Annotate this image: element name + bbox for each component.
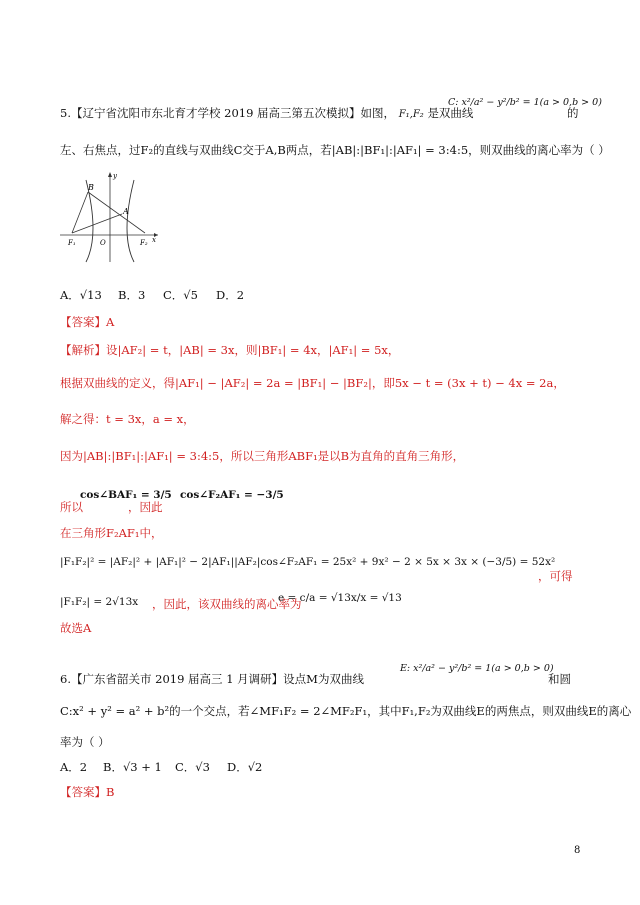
analysis-line8b: ，因此，该双曲线的离心率为 [152,597,302,611]
analysis-cos-baf1: cos∠BAF₁ = 3/5 [80,489,172,501]
q5-curve-equation: C: x²/a² − y²/b² = 1(a > 0,b > 0) [448,97,602,108]
q6-choice-d: D．√2 [227,760,263,774]
q5-hyperbola-graph [60,170,160,265]
analysis-kede: ，可得 [538,569,573,583]
analysis-line3: 解之得：t = 3x，a = x， [60,412,195,426]
label-A: A [123,207,129,216]
label-F2: F₂ [140,239,148,247]
q5-choice-d: D．2 [216,288,245,302]
analysis-line1: 【解析】设|AF₂| = t，|AB| = 3x，则|BF₁| = 4x，|AF₁| = 5x， [60,343,400,357]
analysis-line2: 根据双曲线的定义，得|AF₁| − |AF₂| = 2a = |BF₁| − |BF₂|，即5x − t = (3x + t) − 4x = 2a， [60,376,565,390]
q6-choice-b: B．√3 + 1 [103,760,162,774]
q6-stem-line2: C:x² + y² = a² + b²的一个交点，若∠MF₁F₂ = 2∠MF₂F₁，其中F₁,F₂为双曲线E的两焦点，则双曲线E的离心 [60,704,632,718]
q5-is-hyperbola: 是双曲线 [427,106,474,120]
label-F1: F₁ [68,239,76,247]
y-axis-arrow [108,172,112,177]
analysis-f1f2: |F₁F₂| = 2√13x [60,596,139,608]
q5-foci: F₁,F₂ [398,109,424,120]
line-F1B [72,192,88,233]
analysis-eccentricity: e = c/a = √13x/x = √13 [278,592,402,604]
hyperbola-left-branch [86,180,93,262]
line-BF2 [88,192,145,233]
q5-stem-line2: 左、右焦点，过F₂的直线与双曲线C交于A,B两点，若|AB|:|BF₁|:|AF₁| = 3:4:5，则双曲线的离心率为（ ） [60,143,610,157]
analysis-yinci: ，因此 [128,500,163,514]
line-F1A [72,214,122,233]
q6-stem-line1: 6.【广东省韶关市 2019 届高三 1 月调研】设点M为双曲线 [60,672,364,686]
q6-choice-c: C．√3 [175,760,210,774]
q5-prefix: 5.【辽宁省沈阳市东北育才学校 2019 届高三第五次模拟】如图， [60,106,396,120]
q5-choice-b: B．3 [118,288,146,302]
q5-choice-c: C．√5 [163,288,198,302]
q6-stem-line3: 率为（ ） [60,735,110,749]
label-O: O [100,239,106,247]
q5-choice-a: A．√13 [60,288,102,302]
analysis-conclusion: 故选A [60,621,92,635]
q6-answer: 【答案】B [60,785,115,799]
analysis-line6: 在三角形F₂AF₁中， [60,526,163,540]
q5-de: 的 [567,106,579,120]
q5-stem-line1 [60,108,473,120]
analysis-cos-f2af1: cos∠F₂AF₁ = −3/5 [180,489,284,501]
analysis-cosine-law: |F₁F₂|² = |AF₂|² + |AF₁|² − 2|AF₁||AF₂|cos∠F₂AF₁ = 25x² + 9x² − 2 × 5x × 3x × (−3/5) = 52x² [60,556,556,568]
analysis-suoyi: 所以 [60,500,83,514]
q6-choice-a: A．2 [60,760,88,774]
q5-answer: 【答案】A [60,315,115,329]
q6-hyperbola-eq: E: x²/a² − y²/b² = 1(a > 0,b > 0) [400,663,554,674]
label-x: x [152,236,156,244]
label-y: y [113,172,117,180]
analysis-line4: 因为|AB|:|BF₁|:|AF₁| = 3:4:5，所以三角形ABF₁是以B为直角的直角三角形， [60,449,465,463]
page-number: 8 [574,845,581,856]
label-B: B [88,183,94,192]
q6-he-yuan: 和圆 [548,672,571,686]
